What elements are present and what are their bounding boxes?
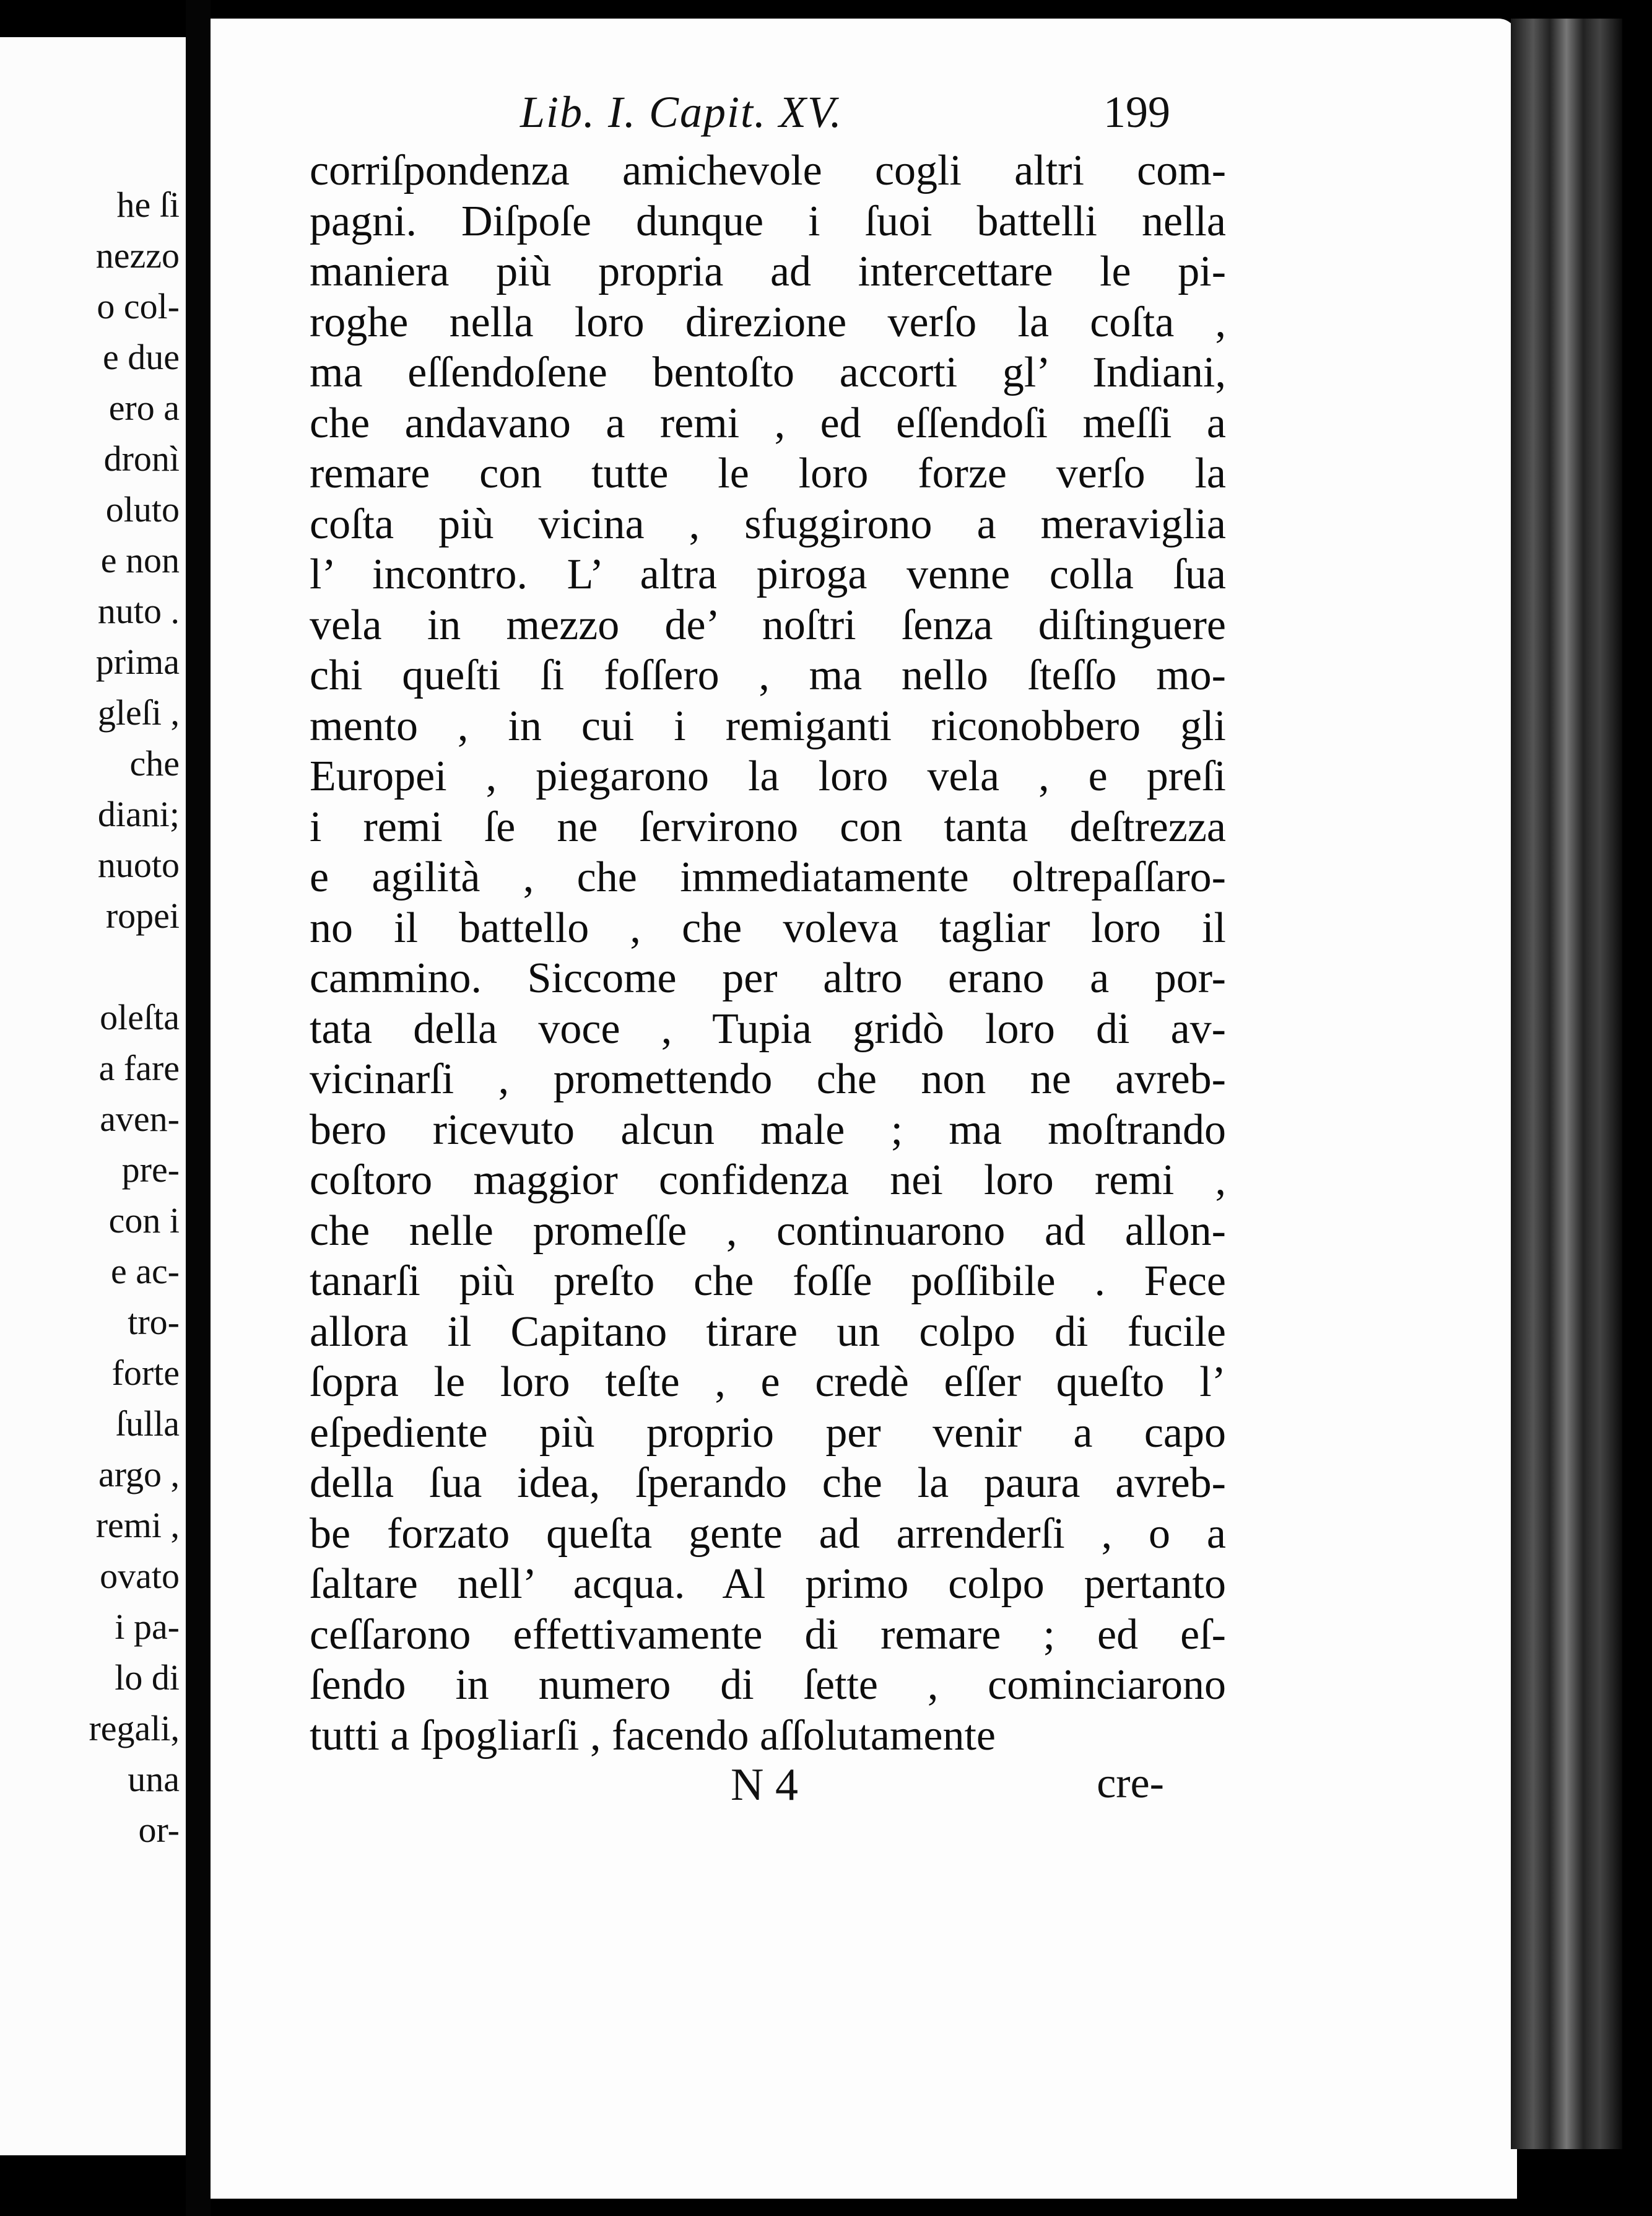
body-text — [310, 146, 1226, 1761]
left-page-line: o col- — [97, 286, 180, 326]
left-page-line: e ac- — [110, 1251, 180, 1291]
left-page-line: forte — [111, 1353, 180, 1393]
left-page-line: pre- — [121, 1149, 180, 1190]
text-line: coſtoro maggior confidenza nei loro remi , — [310, 1156, 1226, 1204]
left-page-line: diani; — [97, 794, 180, 834]
text-line: ſopra le loro teſte , e credè eſſer queſto l’ — [310, 1358, 1226, 1406]
left-page-line: tro- — [128, 1302, 180, 1342]
left-page-line: lo di — [115, 1657, 180, 1698]
text-line: allora il Capitano tirare un colpo di fucile — [310, 1307, 1226, 1356]
text-line: che nelle promeſſe , continuarono ad allon- — [310, 1206, 1226, 1255]
text-line: roghe nella loro direzione verſo la coſta , — [310, 298, 1226, 346]
text-line: ſaltare nell’ acqua. Al primo colpo pertanto — [310, 1560, 1226, 1608]
left-page-line: oleſta — [100, 997, 180, 1037]
left-page-line: nezzo — [95, 235, 180, 276]
text-line: della ſua idea, ſperando che la paura avreb- — [310, 1459, 1226, 1507]
text-line: l’ incontro. L’ altra piroga venne colla ſua — [310, 551, 1226, 598]
text-line: corriſpondenza amichevole cogli altri com- — [310, 147, 1226, 194]
text-line: remare con tutte le loro forze verſo la — [310, 450, 1226, 497]
text-line: ceſſarono effettivamente di remare ; ed eſ- — [310, 1610, 1226, 1659]
text-line: vicinarſi , promettendo che non ne avreb- — [310, 1055, 1226, 1103]
left-page-line: a fare — [98, 1048, 180, 1088]
text-line: cammino. Siccome per altro erano a por- — [310, 954, 1226, 1002]
text-line: bero ricevuto alcun male ; ma moſtrando — [310, 1106, 1226, 1154]
text-line: Europei , piegarono la loro vela , e preſi — [310, 752, 1226, 800]
left-page-line: ſulla — [115, 1403, 180, 1444]
left-page-line: aven- — [100, 1099, 180, 1139]
text-line: coſta più vicina , sfuggirono a meraviglia — [310, 500, 1226, 548]
text-line: no il battello , che voleva tagliar loro il — [310, 904, 1226, 952]
left-page-line: e due — [103, 337, 180, 377]
signature-mark: N 4 — [731, 1760, 798, 1810]
text-line: e agilità , che immediatamente oltrepaſſaro- — [310, 853, 1226, 901]
left-page-line: prima — [95, 642, 180, 682]
left-page-line: con i — [108, 1200, 180, 1241]
page-number: 199 — [1103, 87, 1170, 137]
text-line: ſendo in numero di ſette , cominciarono — [310, 1661, 1226, 1709]
text-line: mento , in cui i remiganti riconobbero gli — [310, 702, 1226, 750]
text-line: ma eſſendoſene bentoſto accorti gl’ Indiani, — [310, 349, 1226, 396]
left-page-line: nuto . — [97, 591, 180, 631]
gutter — [186, 0, 211, 2216]
left-page-line: che — [129, 743, 180, 783]
catchword: cre- — [1097, 1760, 1164, 1807]
page-header — [502, 87, 1170, 155]
left-page-line: argo , — [98, 1454, 180, 1494]
left-page-line: dronì — [103, 438, 180, 479]
text-line: tanarſi più preſto che foſſe poſſibile . Fece — [310, 1257, 1226, 1305]
text-line: maniera più propria ad intercettare le pi- — [310, 248, 1226, 295]
left-page-line: or- — [138, 1810, 180, 1850]
left-page-line: he ſi — [116, 185, 180, 225]
left-page-line: nuoto — [97, 845, 180, 885]
text-line: eſpediente più proprio per venir a capo — [310, 1408, 1226, 1457]
text-line: tata della voce , Tupia gridò loro di av- — [310, 1005, 1226, 1053]
text-line: i remi ſe ne ſervirono con tanta deſtrezza — [310, 803, 1226, 851]
left-page-line: oluto — [105, 489, 180, 530]
running-head: Lib. I. Capit. XV. — [520, 87, 843, 137]
text-line: be forzato queſta gente ad arrenderſi , o a — [310, 1509, 1226, 1558]
text-line: chi queſti ſi foſſero , ma nello ſteſſo mo- — [310, 652, 1226, 699]
left-page-line: i pa- — [115, 1607, 180, 1647]
page-footer — [731, 1759, 1164, 1821]
left-page-line: gleſi , — [97, 692, 180, 733]
left-page-line: regali, — [89, 1708, 180, 1748]
left-page-line: ropei — [105, 896, 180, 936]
page-edges — [1511, 19, 1622, 2149]
text-line: tutti a ſpogliarſi , facendo aſſolutamente — [310, 1711, 996, 1760]
text-line: pagni. Diſpoſe dunque i ſuoi battelli nella — [310, 197, 1226, 245]
left-page-line: ovato — [100, 1556, 180, 1596]
left-page-line: e non — [100, 540, 180, 580]
left-page-line: ero a — [108, 388, 180, 428]
text-line: vela in mezzo de’ noſtri ſenza diſtinguere — [310, 601, 1226, 649]
left-page-line: remi , — [95, 1505, 180, 1545]
text-line: che andavano a remi , ed eſſendoſi meſſi a — [310, 399, 1226, 447]
left-page-line: una — [128, 1759, 180, 1799]
